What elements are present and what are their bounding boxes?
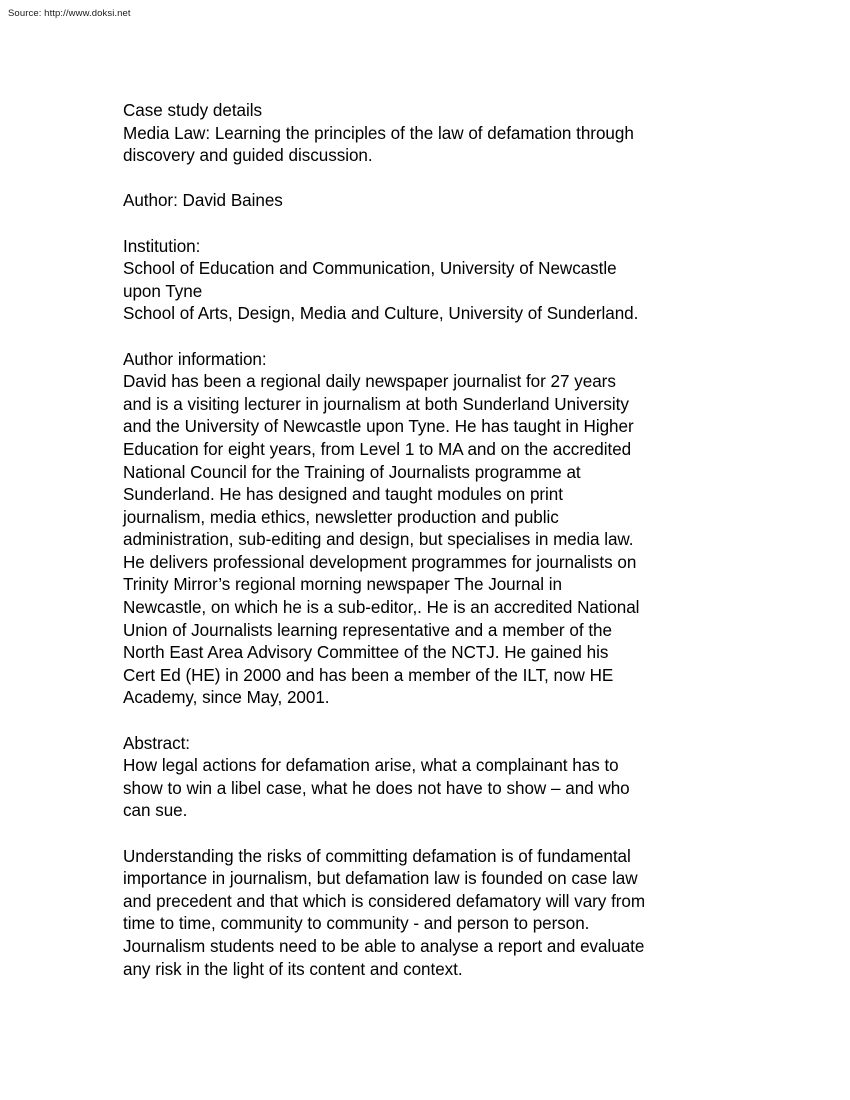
title-block xyxy=(123,100,727,168)
paragraph-gap xyxy=(123,823,727,846)
text-line: can sue. xyxy=(123,801,188,821)
text-line: discovery and guided discussion. xyxy=(123,146,373,166)
text-line: North East Area Advisory Committee of the NCTJ. He gained his xyxy=(123,643,609,663)
institution-block xyxy=(123,236,727,326)
text-line: any risk in the light of its content and context. xyxy=(123,959,463,979)
paragraph-gap xyxy=(123,326,727,349)
text-line: School of Education and Communication, University of Newcastle xyxy=(123,259,617,279)
text-line: He delivers professional development programmes for journalists on xyxy=(123,552,637,572)
text-line: Union of Journalists learning representative and a member of the xyxy=(123,620,612,640)
text-line: Academy, since May, 2001. xyxy=(123,688,330,708)
text-line: Institution: xyxy=(123,236,201,256)
text-line: Abstract: xyxy=(123,733,190,753)
document-body xyxy=(123,100,727,981)
text-line: Author information: xyxy=(123,349,267,369)
text-line: and the University of Newcastle upon Tyne. He has taught in Higher xyxy=(123,417,634,437)
author-information-block xyxy=(123,349,727,711)
text-line: administration, sub-editing and design, but specialises in media law. xyxy=(123,530,634,550)
text-line: and is a visiting lecturer in journalism at both Sunderland University xyxy=(123,394,629,414)
text-line: David has been a regional daily newspaper journalist for 27 years xyxy=(123,372,616,392)
text-line: journalism, media ethics, newsletter production and public xyxy=(123,507,559,527)
text-line: Author: David Baines xyxy=(123,191,283,211)
text-line: How legal actions for defamation arise, what a complainant has to xyxy=(123,756,619,776)
text-line: time to time, community to community - and person to person. xyxy=(123,914,590,934)
text-line: upon Tyne xyxy=(123,281,203,301)
text-line: National Council for the Training of Journalists programme at xyxy=(123,462,581,482)
text-line: importance in journalism, but defamation law is founded on case law xyxy=(123,869,638,889)
text-line: Education for eight years, from Level 1 to MA and on the accredited xyxy=(123,439,632,459)
text-line: and precedent and that which is considered defamatory will vary from xyxy=(123,891,646,911)
text-line: Newcastle, on which he is a sub-editor,. He is an accredited National xyxy=(123,598,640,618)
text-line: School of Arts, Design, Media and Culture, University of Sunderland. xyxy=(123,304,639,324)
abstract-continued-block xyxy=(123,846,727,982)
text-line: Cert Ed (HE) in 2000 and has been a member of the ILT, now HE xyxy=(123,665,614,685)
author-block xyxy=(123,190,727,213)
text-line: Case study details xyxy=(123,101,262,120)
text-line: Trinity Mirror’s regional morning newspaper The Journal in xyxy=(123,575,562,595)
text-line: Understanding the risks of committing defamation is of fundamental xyxy=(123,846,631,866)
paragraph-gap xyxy=(123,710,727,733)
paragraph-gap xyxy=(123,213,727,236)
text-line: show to win a libel case, what he does not have to show – and who xyxy=(123,778,630,798)
abstract-block xyxy=(123,733,727,823)
text-line: Media Law: Learning the principles of the law of defamation through xyxy=(123,123,634,143)
source-url-header: Source: http://www.doksi.net xyxy=(8,8,131,19)
paragraph-gap xyxy=(123,168,727,191)
text-line: Journalism students need to be able to analyse a report and evaluate xyxy=(123,936,645,956)
text-line: Sunderland. He has designed and taught modules on print xyxy=(123,485,563,505)
